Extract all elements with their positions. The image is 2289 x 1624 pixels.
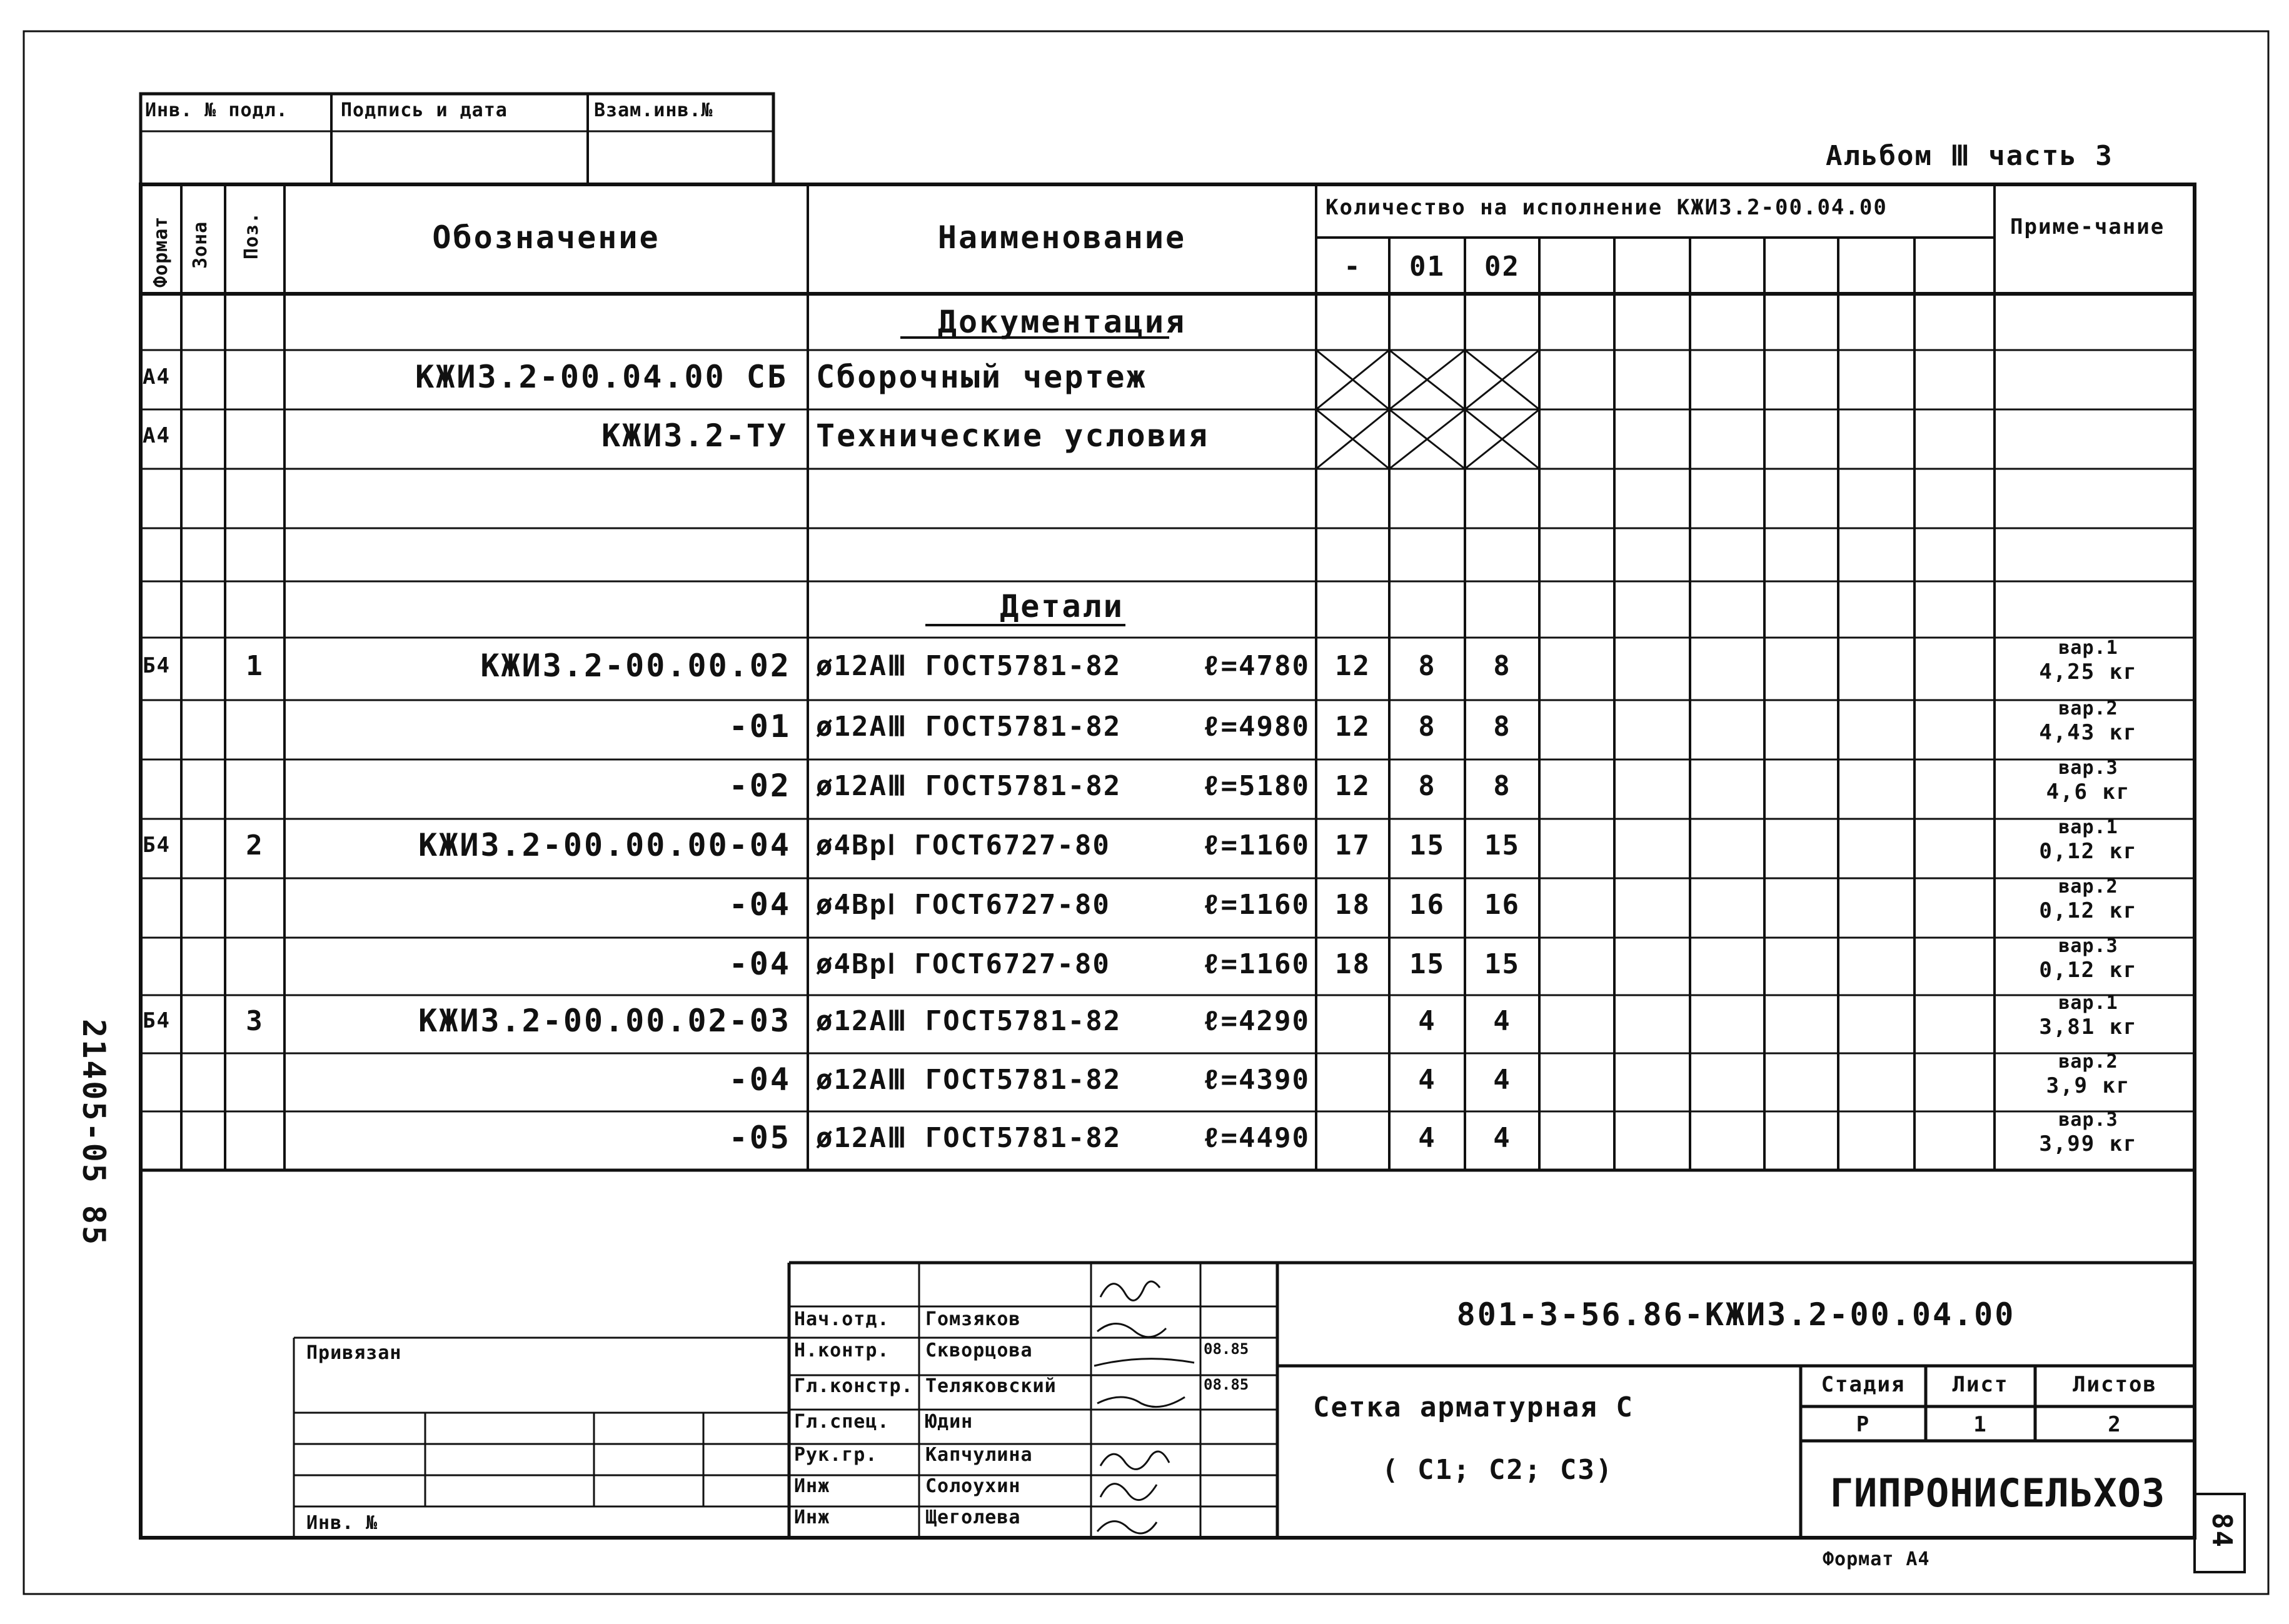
row-note-mass: 4,6 кг [2046,779,2131,804]
row-designation: КЖИ3.2-00.04.00 СБ [415,359,788,395]
row-length: ℓ=4390 [1203,1064,1310,1096]
row-qty-1: 4 [1418,1122,1436,1154]
role-name: Щеголева [925,1506,1021,1528]
row-note-variant: вар.2 [2058,698,2118,719]
row-qty-2: 8 [1493,770,1511,802]
row-qty-1: 8 [1418,770,1436,802]
row-designation: -04 [728,1061,791,1098]
row-name: ø12АⅢ ГОСТ5781-82 [816,1122,1122,1154]
row-qty-2: 15 [1484,948,1520,980]
role-name: Капчулина [925,1444,1033,1466]
role-title: Гл.спец. [794,1411,890,1433]
row-format: А4 [143,364,171,389]
org-name: ГИПРОНИСЕЛЬХОЗ [1829,1470,2166,1516]
row-note-mass: 0,12 кг [2039,839,2138,864]
col-format-header: Формат [150,216,172,288]
row-note-mass: 3,81 кг [2039,1015,2138,1040]
row-note-mass: 3,9 кг [2046,1073,2131,1098]
sign-date-label: Подпись и дата [341,99,508,121]
privyazan-label: Привязан [306,1342,402,1364]
row-qty-1: 4 [1418,1005,1436,1037]
row-qty-1: 16 [1409,889,1445,921]
role-name: Теляковский [925,1375,1057,1397]
role-title: Гл.констр. [794,1375,913,1397]
row-format: Б4 [143,833,171,858]
role-name: Гомзяков [925,1308,1021,1330]
row-note-mass: 0,12 кг [2039,958,2138,983]
row-length: ℓ=5180 [1203,770,1310,802]
row-format: А4 [143,423,171,448]
row-name: ø4ВрⅠ ГОСТ6727-80 [816,889,1110,921]
qty-col-1: 01 [1409,251,1445,283]
row-qty-0: 12 [1335,711,1371,743]
row-qty-0: 12 [1335,650,1371,682]
inv-orig-label: Инв. № подл. [145,99,288,121]
row-qty-0: 12 [1335,770,1371,802]
row-name: Технические условия [816,418,1209,454]
role-name: Юдин [925,1411,973,1433]
role-title: Инж [794,1506,830,1528]
drawing-title-line1: Сетка арматурная С [1313,1391,1634,1423]
sheet-value: 1 [1973,1412,1988,1437]
section-documentation: Документация [937,304,1187,340]
qty-col-2: 02 [1484,251,1520,283]
album-label: Альбом Ⅲ часть 3 [1826,140,2113,172]
col-note-header: Приме-чание [2010,214,2165,239]
role-title: Нач.отд. [794,1308,890,1330]
row-note-variant: вар.3 [2058,1109,2118,1131]
row-note-mass: 0,12 кг [2039,898,2138,923]
drawing-title-line2: ( С1; С2; С3) [1382,1454,1614,1486]
row-note-mass: 4,25 кг [2039,659,2138,684]
row-qty-0: 18 [1335,948,1371,980]
row-length: ℓ=4780 [1203,650,1310,682]
row-length: ℓ=4290 [1203,1005,1310,1037]
row-length: ℓ=1160 [1203,889,1310,921]
role-title: Рук.гр. [794,1444,878,1466]
row-note-variant: вар.1 [2058,637,2118,659]
row-qty-0: 18 [1335,889,1371,921]
row-note-mass: 4,43 кг [2039,720,2138,745]
row-qty-2: 4 [1493,1064,1511,1096]
row-format: Б4 [143,653,171,678]
role-title: Н.контр. [794,1340,890,1361]
side-stamp: 21405-05 85 [76,1019,112,1247]
row-designation: -01 [728,708,791,744]
row-qty-0: 17 [1335,830,1371,861]
row-designation: -05 [728,1120,791,1156]
row-name: ø12АⅢ ГОСТ5781-82 [816,650,1122,682]
row-note-variant: вар.2 [2058,1051,2118,1073]
role-date: 08.85 [1204,1340,1249,1358]
role-name: Солоухин [925,1475,1021,1497]
col-qty-header: Количество на исполнение КЖИ3.2-00.04.00 [1326,195,1888,220]
drawing-code: 801-3-56.86-КЖИ3.2-00.04.00 [1456,1296,2016,1333]
row-designation: -02 [728,768,791,804]
row-designation: -04 [728,946,791,982]
vzam-inv-label: Взам.инв.№ [594,99,713,121]
row-name: ø12АⅢ ГОСТ5781-82 [816,1005,1122,1037]
row-note-variant: вар.2 [2058,876,2118,898]
sheets-value: 2 [2108,1412,2122,1437]
format-label: Формат А4 [1823,1548,1930,1570]
row-designation: КЖИ3.2-00.00.00-04 [418,827,791,863]
row-designation: КЖИ3.2-00.00.02-03 [418,1003,791,1039]
col-zone-header: Зона [189,221,211,269]
row-length: ℓ=4980 [1203,711,1310,743]
row-note-variant: вар.3 [2058,757,2118,779]
stage-label: Стадия [1821,1372,1906,1397]
row-qty-2: 4 [1493,1005,1511,1037]
role-name: Скворцова [925,1340,1033,1361]
row-name: Сборочный чертеж [816,359,1147,395]
sheets-label: Листов [2073,1372,2157,1397]
col-pos-header: Поз. [241,211,263,259]
row-note-variant: вар.1 [2058,816,2118,838]
role-date: 08.85 [1204,1376,1249,1393]
inv-label: Инв. № [306,1512,378,1534]
qty-col-0: - [1344,251,1362,283]
row-note-variant: вар.3 [2058,935,2118,957]
row-name: ø12АⅢ ГОСТ5781-82 [816,1064,1122,1096]
row-length: ℓ=4490 [1203,1122,1310,1154]
row-designation: КЖИ3.2-ТУ [601,418,788,454]
row-name: ø12АⅢ ГОСТ5781-82 [816,711,1122,743]
stage-value: Р [1856,1412,1871,1437]
row-qty-2: 8 [1493,650,1511,682]
row-qty-1: 15 [1409,830,1445,861]
row-qty-2: 15 [1484,830,1520,861]
row-qty-1: 4 [1418,1064,1436,1096]
row-name: ø12АⅢ ГОСТ5781-82 [816,770,1122,802]
sheet-label: Лист [1952,1372,2009,1397]
row-qty-1: 8 [1418,711,1436,743]
row-qty-2: 16 [1484,889,1520,921]
section-parts: Детали [1000,588,1124,624]
row-position: 1 [246,650,264,682]
row-position: 3 [246,1005,264,1037]
row-qty-2: 4 [1493,1122,1511,1154]
row-qty-2: 8 [1493,711,1511,743]
role-title: Инж [794,1475,830,1497]
row-note-mass: 3,99 кг [2039,1131,2138,1156]
row-qty-1: 8 [1418,650,1436,682]
row-length: ℓ=1160 [1203,948,1310,980]
col-name-header: Наименование [937,219,1187,256]
row-qty-1: 15 [1409,948,1445,980]
row-format: Б4 [143,1008,171,1033]
row-designation: КЖИ3.2-00.00.02 [480,648,791,684]
row-designation: -04 [728,886,791,923]
row-length: ℓ=1160 [1203,830,1310,861]
row-name: ø4ВрⅠ ГОСТ6727-80 [816,948,1110,980]
col-designation-header: Обозначение [432,219,660,256]
row-position: 2 [246,830,264,861]
page-number: 84 [2206,1513,2238,1548]
row-name: ø4ВрⅠ ГОСТ6727-80 [816,830,1110,861]
row-note-variant: вар.1 [2058,992,2118,1014]
